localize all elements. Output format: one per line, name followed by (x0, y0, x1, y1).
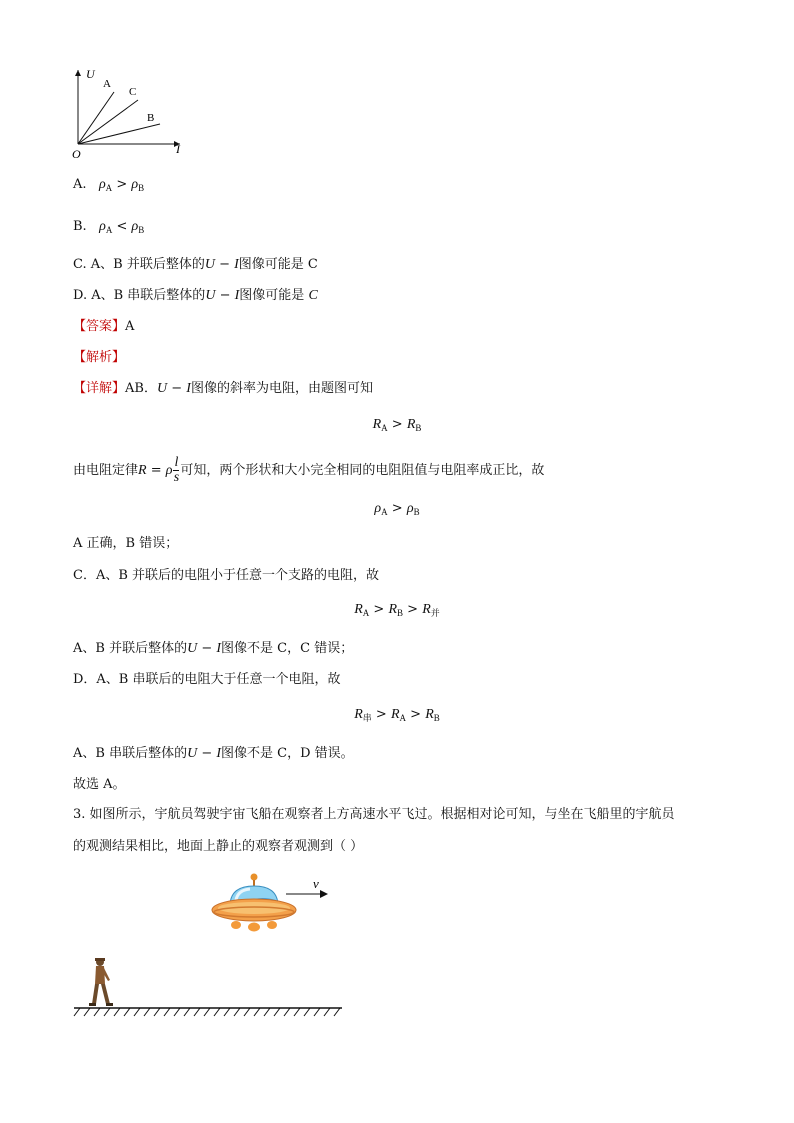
option-d: D. A、B 串联后整体的U − I图像可能是 C (73, 288, 318, 303)
line-a-label: A (103, 78, 111, 90)
thruster-2 (248, 923, 260, 932)
origin-label: O (72, 147, 81, 160)
velocity-arrowhead (320, 890, 328, 898)
line-c (78, 100, 138, 144)
answer-label: 【答案】 (73, 319, 126, 334)
detail-line-1: 【详解】AB．U − I图像的斜率为电阻，由题图可知 (73, 381, 373, 396)
analysis-line (73, 349, 125, 367)
spaceship-illustration (208, 870, 338, 938)
detail-line-3: A 正确，B 错误； (73, 536, 179, 551)
detail-line-2: 由电阻定律R = ρ $\frac{l}{s}$ 可知，两个形状和大小完全相同的电阻阻值与电阻率成正比，故 (73, 455, 545, 485)
antenna-ball (251, 874, 258, 881)
thruster-1 (231, 921, 241, 929)
equation-2: $\rho_A > \rho_B$ (374, 501, 420, 517)
observer-illustration (72, 954, 347, 1022)
thruster-3 (267, 921, 277, 929)
option-c: C. A、B 并联后整体的U − I图像可能是 C (73, 257, 318, 272)
detail-line-7: A、B 串联后整体的U − I图像不是 C，D 错误。 (73, 746, 354, 761)
detail-label: 【详解】 (73, 381, 126, 396)
observer-person (89, 958, 113, 1006)
analysis-label: 【解析】 (73, 350, 126, 365)
answer-line (73, 318, 134, 336)
axis-u-label: U (86, 67, 95, 81)
line-c-label: C (129, 86, 137, 98)
equation-4: $R_串 > R_A > R_B$ (354, 707, 440, 723)
option-b: B. $\rho_A < \rho_B$ (73, 219, 145, 235)
answer-value: A (125, 319, 135, 334)
detail-line-4: C．A、B 并联后的电阻小于任意一个支路的电阻，故 (73, 568, 380, 583)
equation-1: $R_A > R_B$ (372, 417, 422, 433)
velocity-label: v (313, 876, 319, 891)
detail-line-8: 故选 A。 (73, 777, 126, 792)
detail-line-6: D．A、B 串联后的电阻大于任意一个电阻，故 (73, 672, 341, 687)
option-a: A. $\rho_A > \rho_B$ (73, 177, 145, 193)
question-3-line-1: 3. 如图所示，宇航员驾驶宇宙飞船在观察者上方高速水平飞过。根据相对论可知，与坐在飞船里的宇航员 (73, 807, 675, 822)
fraction-l-over-s: $\frac{l}{s}$ (173, 455, 180, 485)
u-i-graph (70, 64, 190, 160)
ground-hatching (74, 1008, 340, 1016)
detail-line-5: A、B 并联后整体的U − I图像不是 C，C 错误； (73, 641, 354, 656)
equation-3: $R_A > R_B > R_并$ (354, 602, 440, 618)
question-3-line-2: 的观测结果相比，地面上静止的观察者观测到（ ） (73, 839, 364, 854)
line-b-label: B (147, 112, 155, 124)
axis-i-label: I (176, 142, 180, 156)
